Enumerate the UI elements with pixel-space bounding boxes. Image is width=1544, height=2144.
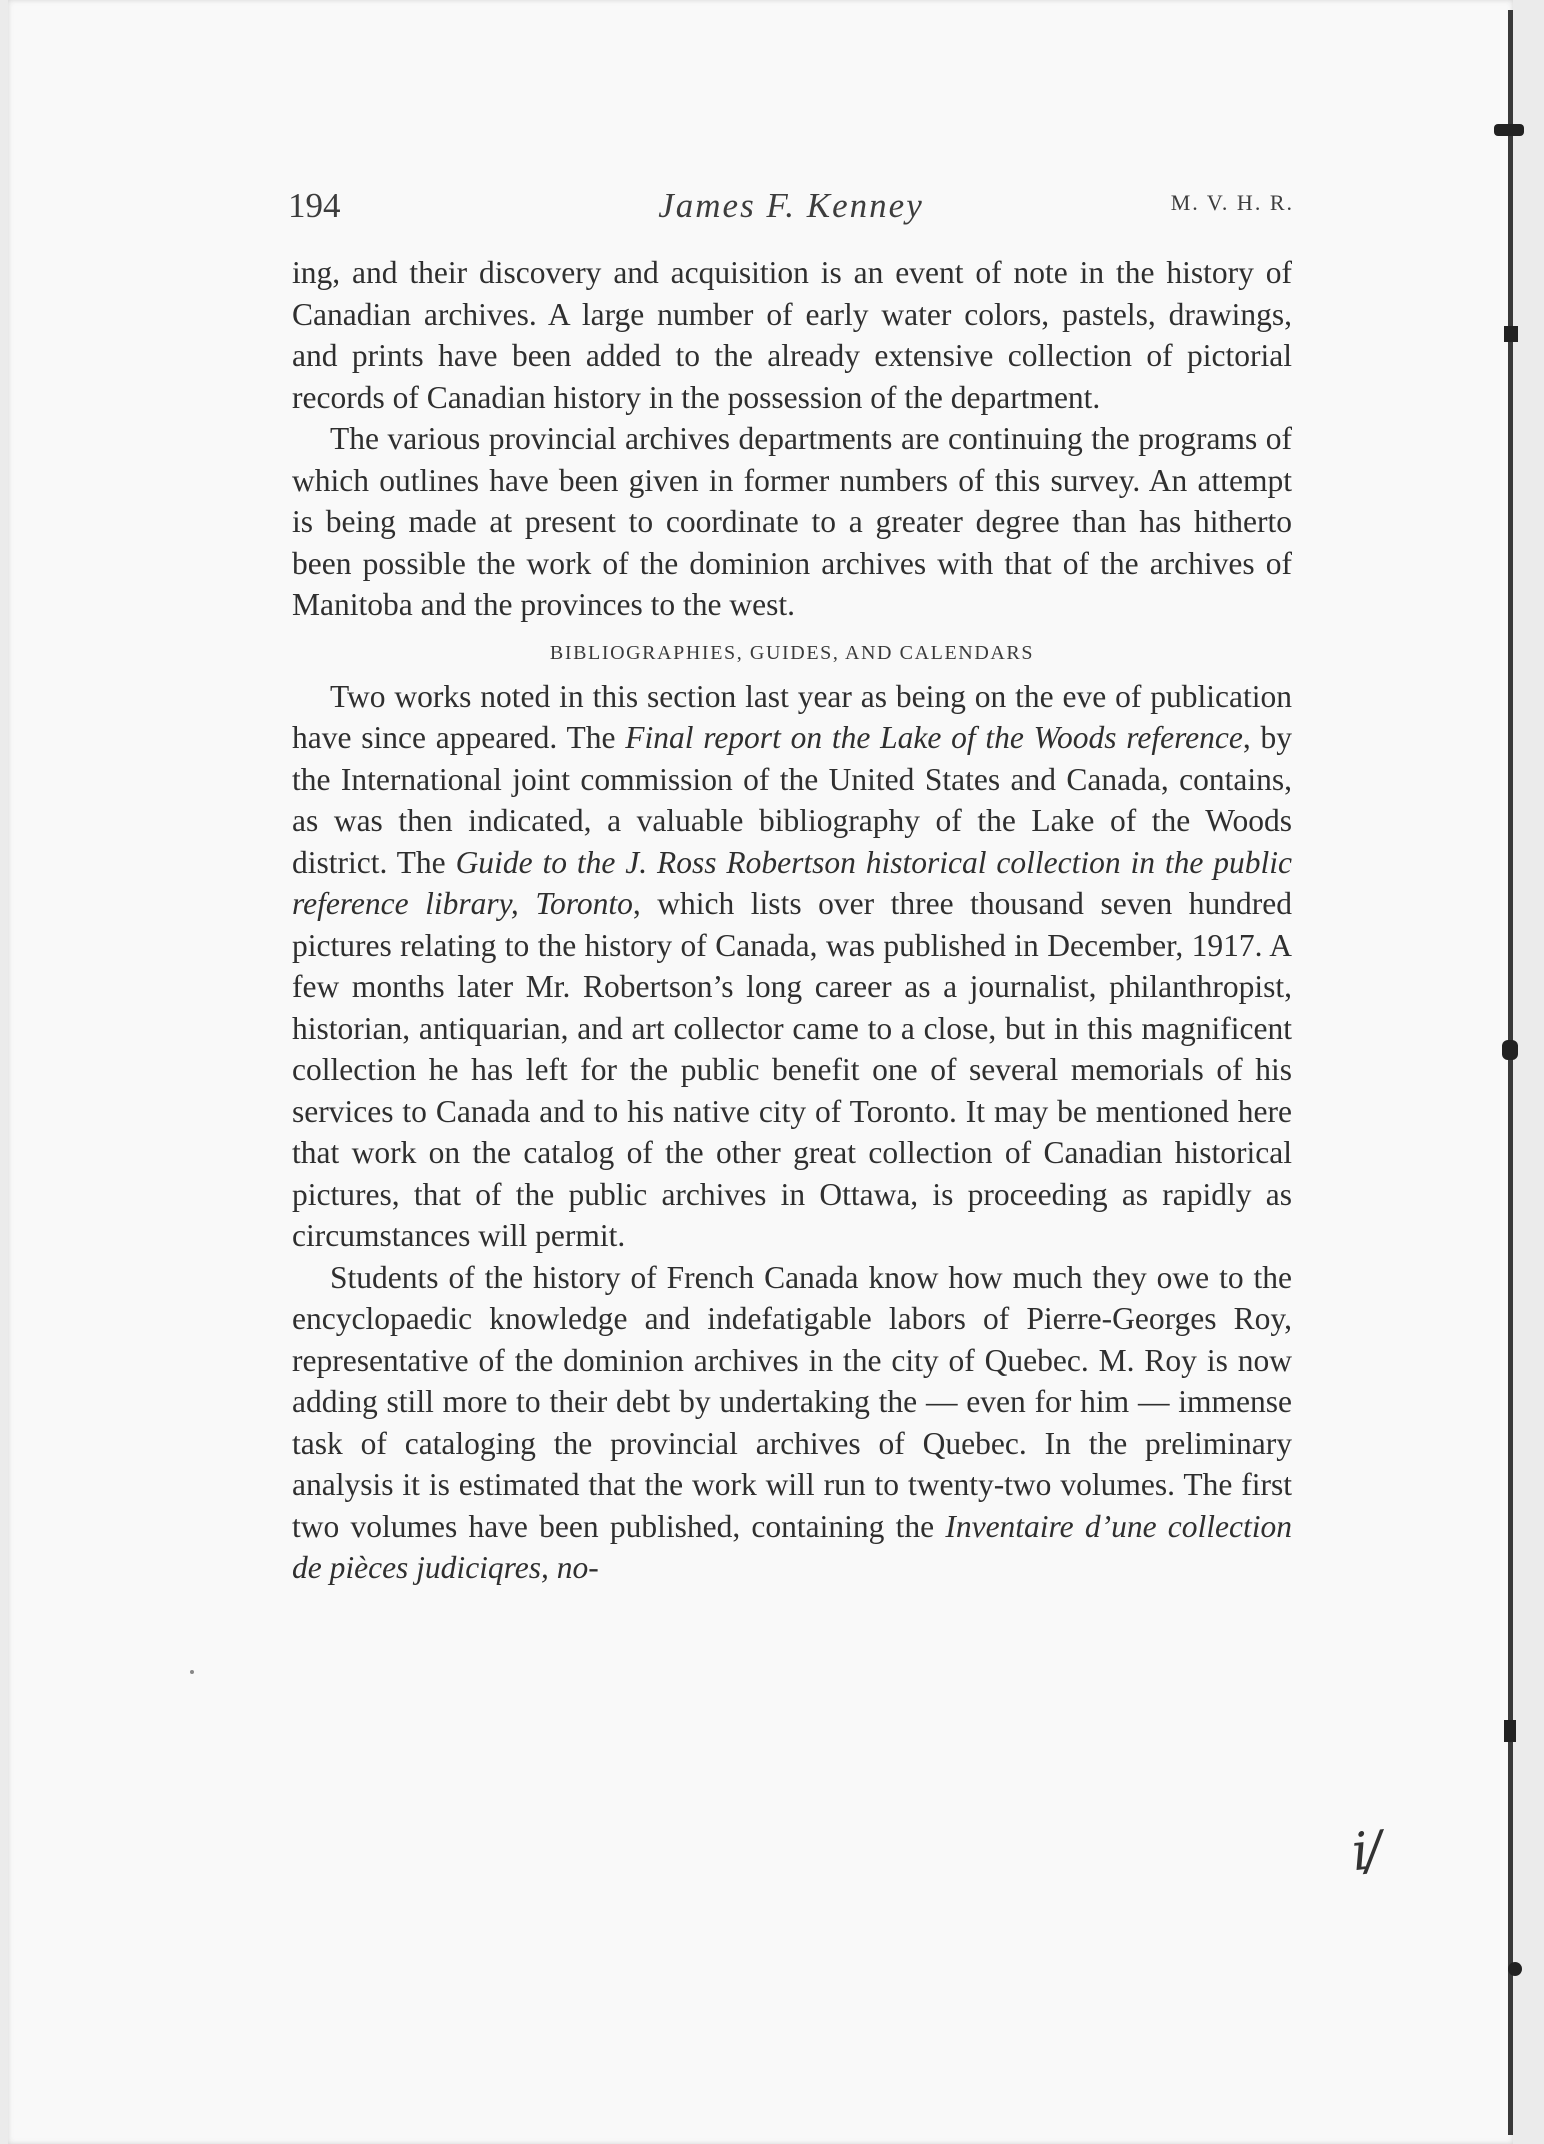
handwritten-margin-annotation: i/ [1348,1820,1382,1884]
paragraph-two-works [292,676,1292,1257]
page-number: 194 [288,186,341,225]
binding-mark [1502,1040,1518,1060]
binding-mark [1494,124,1524,136]
italic-title-inventaire: Inventaire d’une collection de pièces judiciqres, no- [292,1508,1292,1585]
body-text [292,252,1292,1589]
binding-mark [1504,1720,1516,1742]
journal-abbreviation: M. V. H. R. [1170,190,1294,215]
binding-mark [1504,326,1518,342]
running-header [288,182,1294,232]
page-sheet [8,0,1513,2144]
text-run: , by the International joint commission of the United States and Canada, contains, as was then indicated, a valuable bibliography of the Lake of the Woods district. The [292,720,1293,880]
section-heading: BIBLIOGRAPHIES, GUIDES, AND CALENDARS [549,641,1035,664]
running-title: James F. Kenney [658,186,924,225]
paragraph-french-canada [292,1257,1292,1589]
binding-mark [1508,1962,1522,1976]
paragraph-provincial-archives: The various provincial archives departments are continuing the programs of which outlines have been given in former numbers of this survey. An attempt is being made at present to coordinate to a greater degree than has hitherto been possible the work of the dominion archives with that of the archives of Manitoba and the provinces to the west. [292,421,1292,622]
italic-title-final-report: Final report on the Lake of the Woods reference [625,720,1243,755]
text-run: , which lists over three thousand seven hundred pictures relating to the history of Canada, was published in December, 1917. A few months later Mr. Robertson’s long career as a journalist, philanthropist, historian, antiquarian, and art collector came to a close, but in this magnificent collection he has left for the public benefit one of several memorials of his services to Canada and to his native city of Toronto. It may be mentioned here that work on the catalog of the other great collection of Canadian historical pictures, that of the public archives in Ottawa, is proceeding as rapidly as circumstances will permit. [292,886,1292,1253]
text-run: Students of the history of French Canada know how much they owe to the encyclopaedic knowledge and indefatigable labors of Pierre-Georges Roy, representative of the dominion archives in the city of Quebec. M. Roy is now adding still more to their debt by undertaking the — even for him — immense task of cataloging the provincial archives of Quebec. In the preliminary analysis it is estimated that the work will run to twenty-two volumes. The first two volumes have been published, containing the [292,1259,1292,1544]
paper-speck [190,1670,194,1674]
paragraph-continuation: ing, and their discovery and acquisition is an event of note in the history of Canadian archives. A large number of early water colors, pastels, drawings, and prints have been added to the already extensive collection of pictorial records of Canadian history in the possession of the department. [292,255,1292,415]
italic-title-guide: Guide to the J. Ross Robertson historical collection in the public reference library, Toronto [292,844,1293,921]
text-run: Two works noted in this section last year as being on the eve of publication have since appeared. The [292,678,1292,755]
